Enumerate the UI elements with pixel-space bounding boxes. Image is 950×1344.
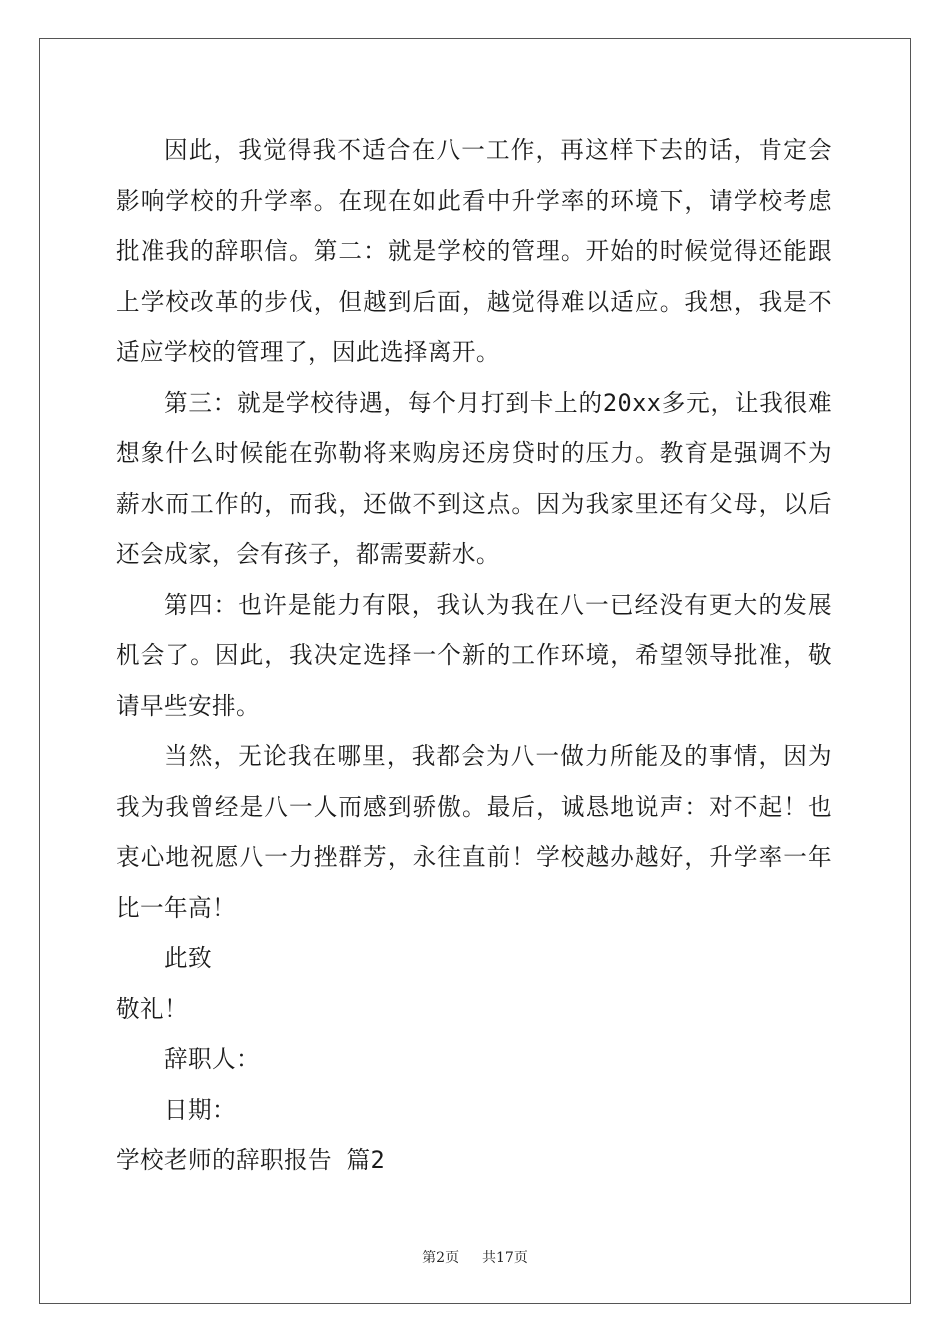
page-total: 共17页 [482, 1250, 528, 1266]
signature-resigner: 辞职人： [164, 1045, 260, 1073]
paragraph-closing: 当然，无论我在哪里，我都会为八一做力所能及的事情，因为我为我曾经是八一人而感到骄傲。最后，诚恳地说声：对不起！也衷心地祝愿八一力挫群芳，永往直前！学校越办越好，升学率一年比一年高！ [116, 742, 832, 922]
page-footer [0, 1247, 950, 1267]
section-heading: 学校老师的辞职报告 篇2 [116, 1146, 386, 1174]
paragraph-reason-1: 因此，我觉得我不适合在八一工作，再这样下去的话，肯定会影响学校的升学率。在现在如此看中升学率的环境下，请学校考虑批准我的辞职信。第二：就是学校的管理。开始的时候觉得还能跟上学校改革的步伐，但越到后面，越觉得难以适应。我想，我是不适应学校的管理了，因此选择离开。 [116, 136, 832, 366]
document-body [116, 125, 832, 1186]
salutation-cizhi: 此致 [164, 944, 212, 972]
paragraph-reason-3: 第三：就是学校待遇，每个月打到卡上的20xx多元，让我很难想象什么时候能在弥勒将来购房还房贷时的压力。教育是强调不为薪水而工作的，而我，还做不到这点。因为我家里还有父母，以后还会成家，会有孩子，都需要薪水。 [116, 388, 832, 568]
signature-date: 日期： [164, 1095, 236, 1124]
page-number: 第2页 [422, 1250, 460, 1266]
paragraph-reason-4: 第四：也许是能力有限，我认为我在八一已经没有更大的发展机会了。因此，我决定选择一个新的工作环境，希望领导批准，敬请早些安排。 [116, 590, 832, 720]
salutation-jingli: 敬礼！ [116, 994, 188, 1023]
